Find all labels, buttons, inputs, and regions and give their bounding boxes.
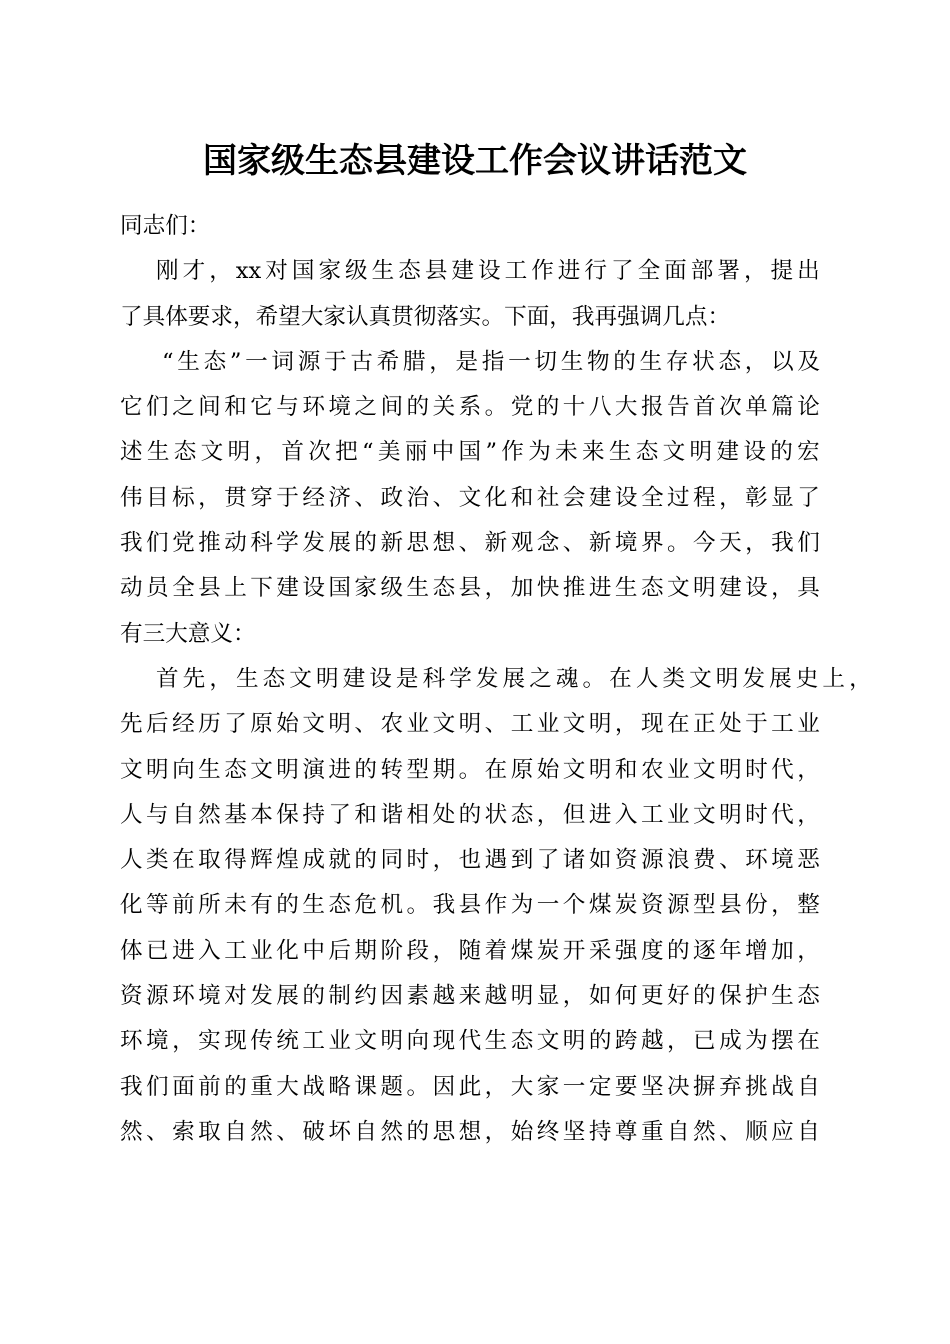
text-line: 人 与 自 然 基 本 保 持 了 和 谐 相 处 的 状 态 ， 但 进 入 工 业 文 明 时 代 ， (120, 801, 820, 828)
text-line: 有 三 大 意 义 ： (120, 620, 256, 647)
text-line: 人 类 在 取 得 辉 煌 成 就 的 同 时 ， 也 遇 到 了 诸 如 资 源 浪 费 、 环 境 恶 (120, 847, 820, 874)
text-line: 先 后 经 历 了 原 始 文 明 、 农 业 文 明 、 工 业 文 明 ， 现 在 正 处 于 工 业 (120, 711, 820, 738)
text-line: 体 已 进 入 工 业 化 中 后 期 阶 段 ， 随 着 煤 炭 开 采 强 度 的 逐 年 增 加 ， (120, 937, 820, 964)
text-line: 动 员 全 县 上 下 建 设 国 家 级 生 态 县 ， 加 快 推 进 生 态 文 明 建 设 ， 具 (120, 575, 820, 602)
text-line: 化 等 前 所 未 有 的 生 态 危 机 。 我 县 作 为 一 个 煤 炭 资 源 型 县 份 ， 整 (120, 892, 820, 919)
text-line: 首 先 ， 生 态 文 明 建 设 是 科 学 发 展 之 魂 。 在 人 类 文 明 发 展 史 上 ， (156, 665, 872, 692)
text-line: 我 们 党 推 动 科 学 发 展 的 新 思 想 、 新 观 念 、 新 境 界 。 今 天 ， 我 们 (120, 530, 820, 557)
text-line: 它 们 之 间 和 它 与 环 境 之 间 的 关 系 。 党 的 十 八 大 报 告 首 次 单 篇 论 (120, 394, 820, 421)
text-line: 环 境 ， 实 现 传 统 工 业 文 明 向 现 代 生 态 文 明 的 跨 越 ， 已 成 为 摆 在 (120, 1028, 820, 1055)
text-line: “ 生 态 ” 一 词 源 于 古 希 腊 ， 是 指 一 切 生 物 的 生 存 状 态 ， 以 及 (162, 348, 820, 375)
text-line: 了 具 体 要 求 ， 希 望 大 家 认 真 贯 彻 落 实 。 下 面 ， 我 再 强 调 几 点 ： (120, 303, 731, 330)
text-line: 文 明 向 生 态 文 明 演 进 的 转 型 期 。 在 原 始 文 明 和 农 业 文 明 时 代 ， (120, 756, 820, 783)
text-line: 刚 才 ， xx 对 国 家 级 生 态 县 建 设 工 作 进 行 了 全 面 部 署 ， 提 出 (156, 258, 820, 285)
text-line: 伟 目 标 ， 贯 穿 于 经 济 、 政 治 、 文 化 和 社 会 建 设 全 过 程 ， 彰 显 了 (120, 484, 820, 511)
text-line: 然 、 索 取 自 然 、 破 坏 自 然 的 思 想 ， 始 终 坚 持 尊 重 自 然 、 顺 应 自 (120, 1118, 820, 1145)
text-line: 资 源 环 境 对 发 展 的 制 约 因 素 越 来 越 明 显 ， 如 何 更 好 的 保 护 生 态 (120, 983, 820, 1010)
text-line: 我 们 面 前 的 重 大 战 略 课 题 。 因 此 ， 大 家 一 定 要 坚 决 摒 弃 挑 战 自 (120, 1073, 820, 1100)
document-body (120, 204, 872, 1155)
text-line: 述 生 态 文 明 ， 首 次 把 “ 美 丽 中 国 ” 作 为 未 来 生 态 文 明 建 设 的 宏 (120, 439, 820, 466)
document-title: 国家级生态县建设工作会议讲话范文 (203, 141, 747, 181)
text-line: 同 志 们 ： (120, 213, 211, 239)
